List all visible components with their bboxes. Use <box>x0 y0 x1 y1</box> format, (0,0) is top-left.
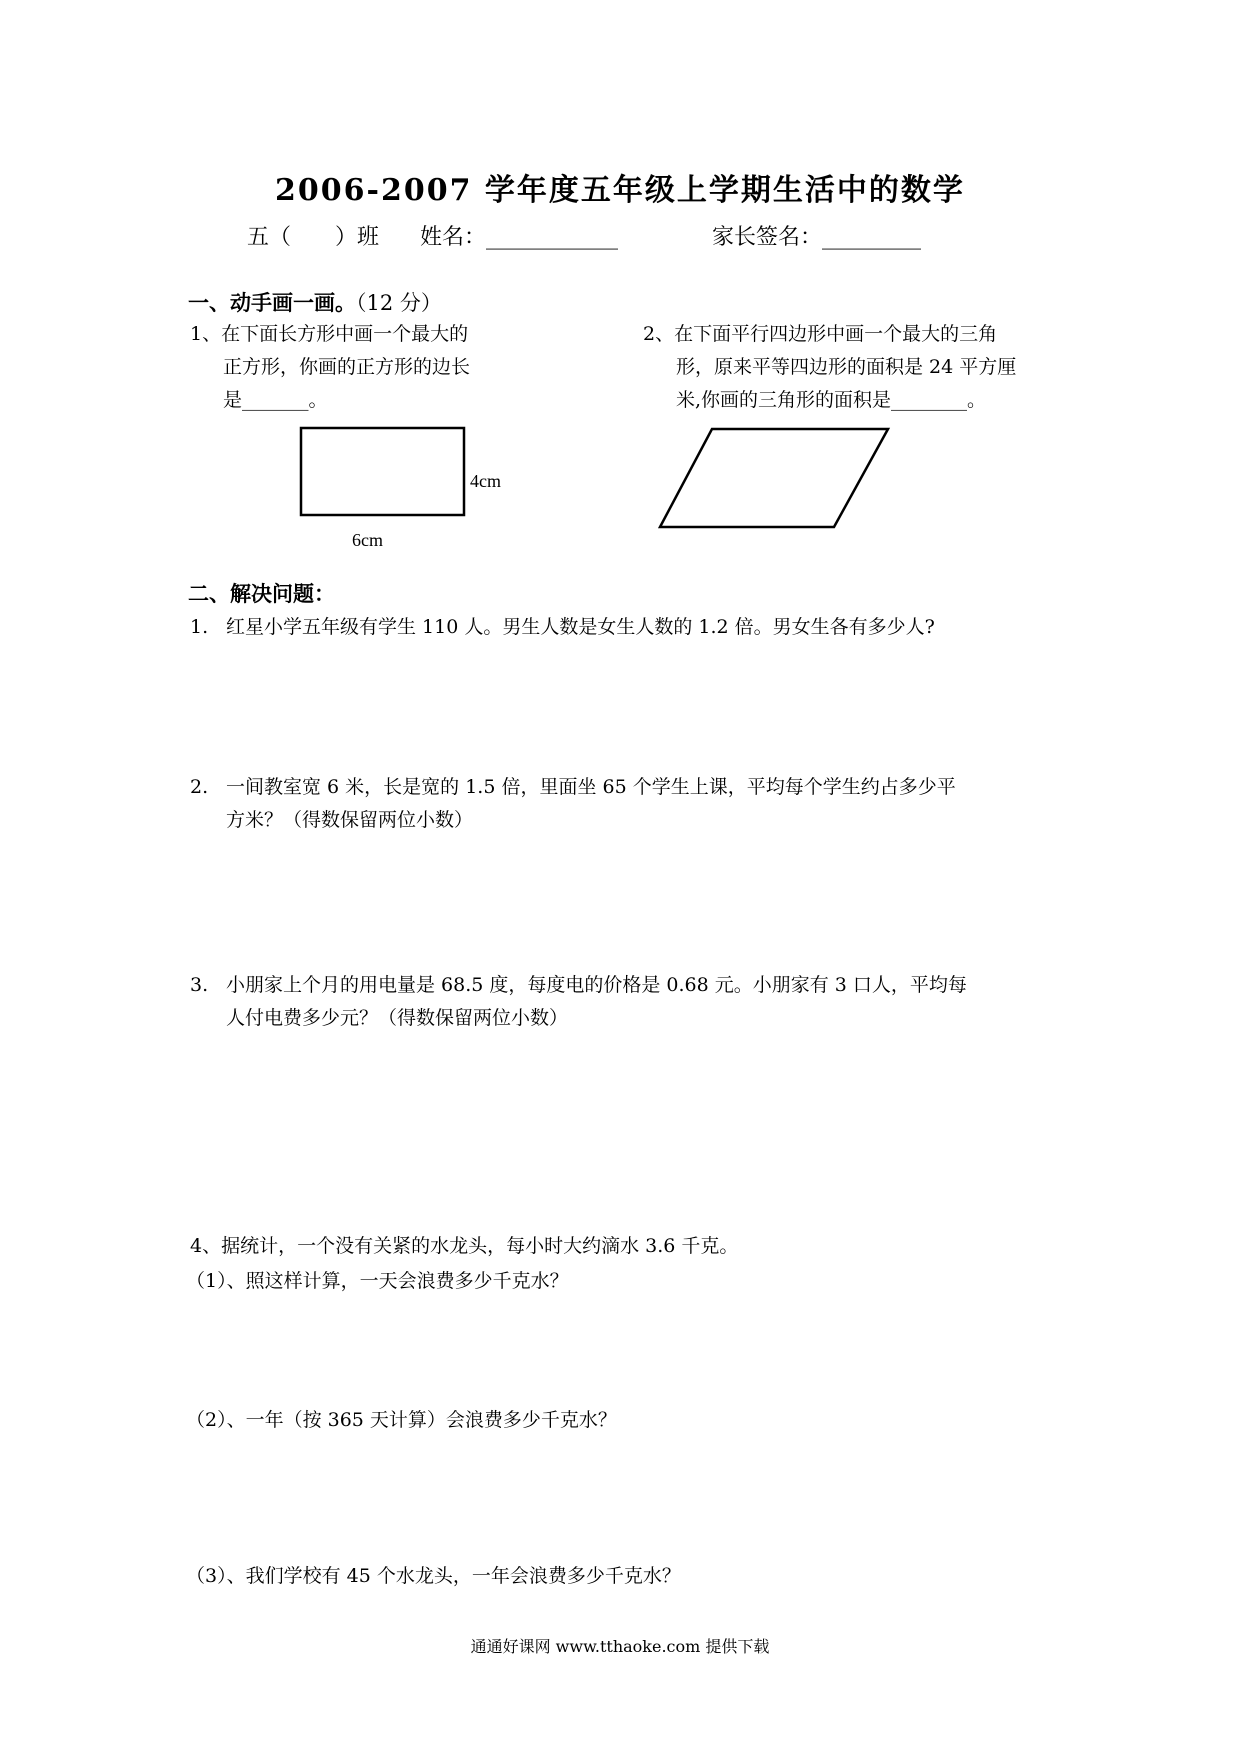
question-1-2-line-1: 2、在下面平行四边形中画一个最大的三角 <box>643 323 998 345</box>
problem-3-line-2: 人付电费多少元？（得数保留两位小数） <box>226 1007 569 1029</box>
problem-4-intro: 4、据统计，一个没有关紧的水龙头，每小时大约滴水 3.6 千克。 <box>190 1235 739 1257</box>
page-footer: 通通好课网 www.tthaoke.com 提供下载 <box>470 1637 770 1656</box>
rectangle-figure <box>301 428 464 515</box>
problem-3-line-1: 小朋家上个月的用电量是 68.5 度，每度电的价格是 0.68 元。小朋家有 3 口人，平均每 <box>226 974 967 996</box>
section-1-points: （12 分） <box>356 291 442 315</box>
section-2-heading: 二、解决问题： <box>188 581 335 606</box>
problem-3-number: 3. <box>190 974 209 996</box>
section-1-title: 一、动手画一画。 <box>188 290 356 315</box>
problem-4-part-1: （1）、照这样计算，一天会浪费多少千克水？ <box>186 1270 569 1292</box>
page-title: 2006-2007 学年度五年级上学期生活中的数学 <box>275 173 965 208</box>
parallelogram-figure <box>660 429 888 527</box>
problem-4-part-3: （3）、我们学校有 45 个水龙头，一年会浪费多少千克水？ <box>186 1565 681 1587</box>
question-1-2-line-3: 米,你画的三角形的面积是________。 <box>676 389 987 411</box>
class-field: 五（ ）班 <box>247 225 380 250</box>
question-1-1-line-2: 正方形，你画的正方形的边长 <box>223 356 471 378</box>
problem-2-number: 2. <box>190 776 209 798</box>
problem-2-line-2: 方米？（得数保留两位小数） <box>226 809 474 831</box>
question-1-2-line-2: 形，原来平等四边形的面积是 24 平方厘 <box>676 356 1017 378</box>
problem-4-part-2: （2）、一年（按 365 天计算）会浪费多少千克水？ <box>186 1409 617 1431</box>
problem-1-number: 1. <box>190 616 209 638</box>
rectangle-width-label: 6cm <box>352 530 383 550</box>
problem-1-text: 红星小学五年级有学生 110 人。男生人数是女生人数的 1.2 倍。男女生各有多少人? <box>226 616 935 638</box>
parent-signature-field: 家长签名：_________ <box>712 225 922 250</box>
question-1-1-line-3: 是_______。 <box>223 389 328 411</box>
question-1-1-line-1: 1、在下面长方形中画一个最大的 <box>190 323 469 345</box>
rectangle-height-label: 4cm <box>470 471 501 491</box>
problem-2-line-1: 一间教室宽 6 米，长是宽的 1.5 倍，里面坐 65 个学生上课，平均每个学生约占多少平 <box>226 776 956 798</box>
student-name-field: 姓名：____________ <box>420 225 619 250</box>
